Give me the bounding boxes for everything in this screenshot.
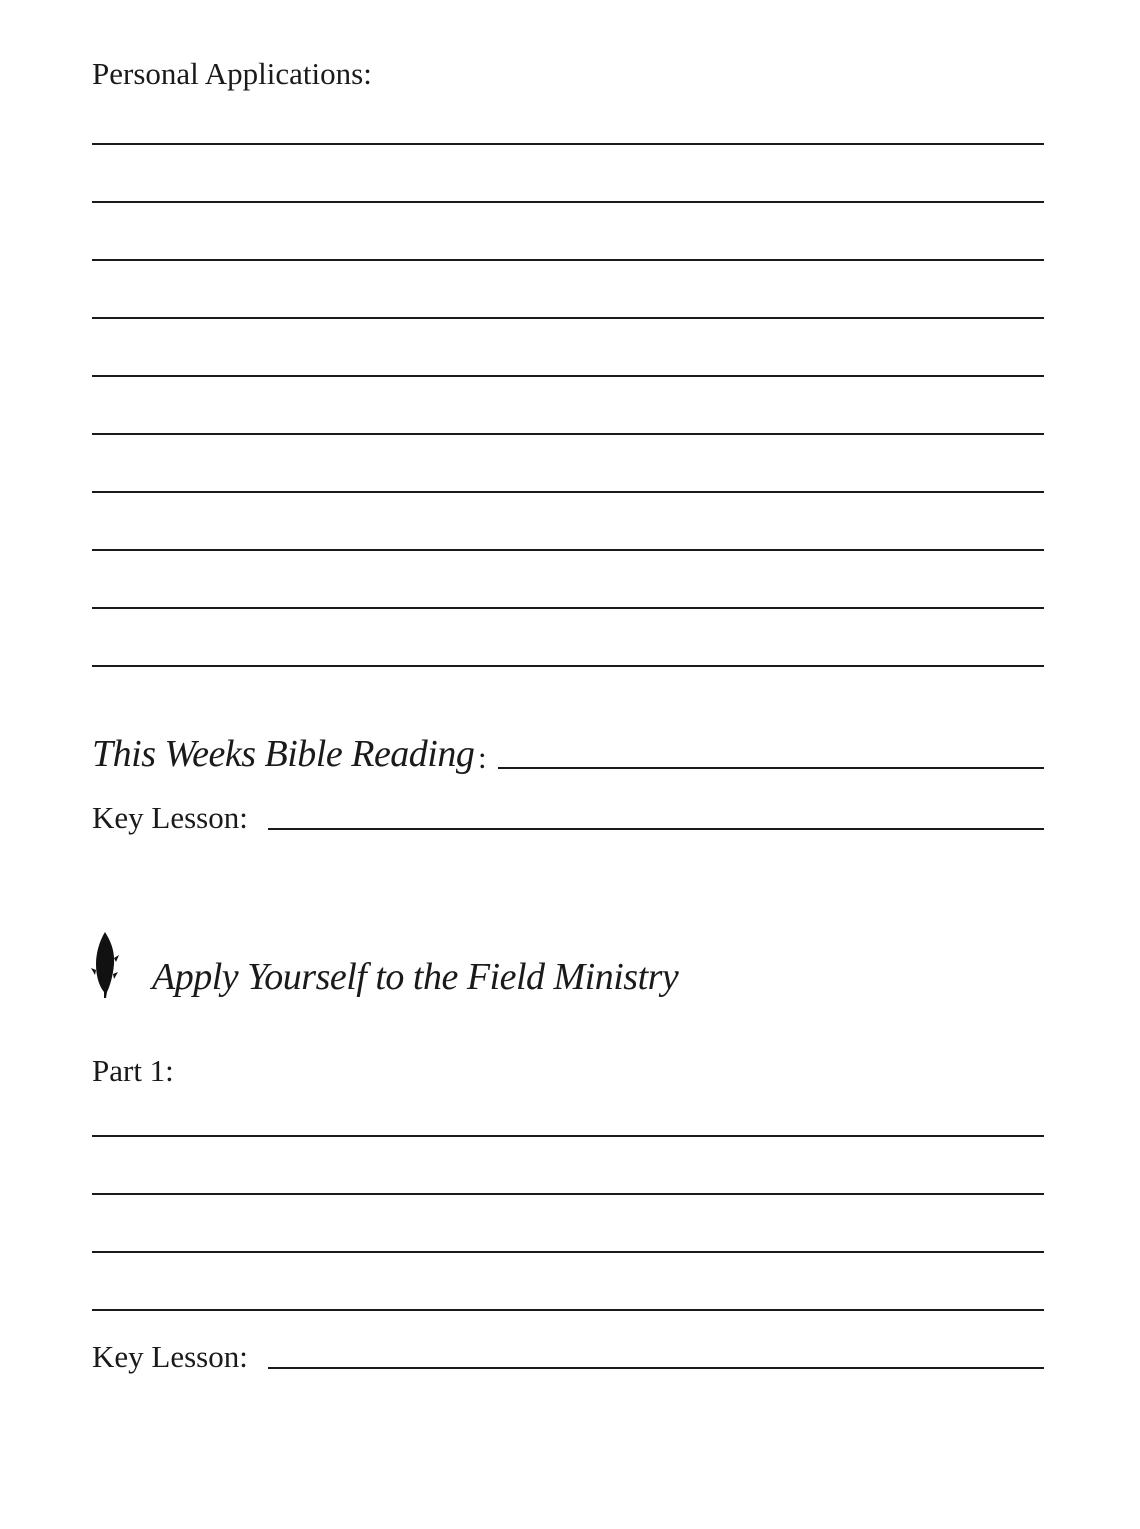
key-lesson-line[interactable] (268, 1367, 1044, 1369)
writing-line[interactable] (92, 317, 1044, 319)
personal-applications-label: Personal Applications: (92, 56, 372, 91)
writing-line[interactable] (92, 549, 1044, 551)
key-lesson-label: Key Lesson: (92, 1339, 248, 1374)
writing-line[interactable] (92, 433, 1044, 435)
bible-reading-label: This Weeks Bible Reading (92, 733, 475, 775)
bible-reading-colon: : (478, 740, 487, 775)
bible-reading-line[interactable] (498, 767, 1044, 769)
writing-line[interactable] (92, 1251, 1044, 1253)
writing-line[interactable] (92, 1135, 1044, 1137)
part1-label: Part 1: (92, 1053, 174, 1088)
writing-line[interactable] (92, 259, 1044, 261)
key-lesson-line[interactable] (268, 828, 1044, 830)
writing-line[interactable] (92, 1309, 1044, 1311)
feather-icon (88, 930, 122, 1000)
writing-line[interactable] (92, 665, 1044, 667)
writing-line[interactable] (92, 1193, 1044, 1195)
key-lesson-label: Key Lesson: (92, 800, 248, 835)
writing-line[interactable] (92, 607, 1044, 609)
writing-line[interactable] (92, 201, 1044, 203)
writing-line[interactable] (92, 143, 1044, 145)
field-ministry-heading: Apply Yourself to the Field Ministry (152, 956, 679, 998)
writing-line[interactable] (92, 491, 1044, 493)
writing-line[interactable] (92, 375, 1044, 377)
